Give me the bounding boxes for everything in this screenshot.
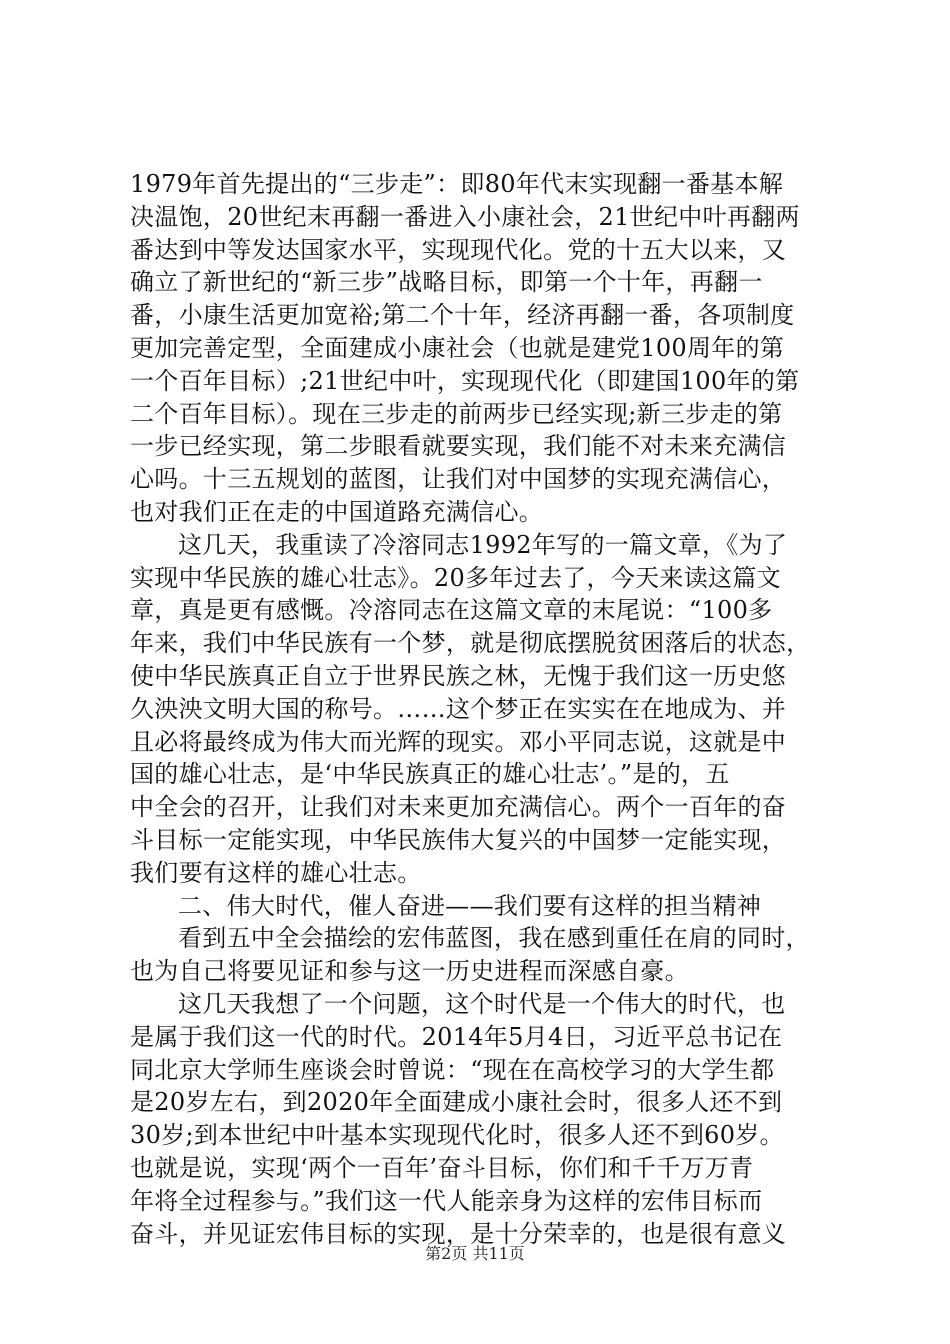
text-line: 二、伟大时代，催人奋进——我们要有这样的担当精神 bbox=[178, 891, 762, 920]
document-body bbox=[130, 168, 830, 1250]
text-line: 一个百年目标）;21世纪中叶，实现现代化（即建国100年的第 bbox=[130, 366, 800, 395]
text-line: 也为自己将要见证和参与这一历史进程而深感自豪。 bbox=[130, 957, 689, 986]
text-line: 这几天我想了一个问题，这个时代是一个伟大的时代，也 bbox=[178, 989, 786, 1018]
text-line: 奋斗，并见证宏伟目标的实现，是十分荣幸的，也是很有意义 bbox=[130, 1219, 787, 1248]
text-line: 章，真是更有感慨。冷溶同志在这篇文章的末尾说：“100多 bbox=[130, 596, 773, 625]
text-line: 是20岁左右，到2020年全面建成小康社会时，很多人还不到 bbox=[130, 1088, 783, 1117]
text-line: 番，小康生活更加宽裕;第二个十年，经济再翻一番，各项制度 bbox=[130, 301, 795, 330]
text-line: 30岁;到本世纪中叶基本实现现代化时，很多人还不到60岁。 bbox=[130, 1121, 784, 1150]
text-line: 也就是说，实现‘两个一百年’奋斗目标，你们和千千万万青 bbox=[130, 1153, 754, 1182]
text-line: 决温饱，20世纪末再翻一番进入小康社会，21世纪中叶再翻两 bbox=[130, 202, 800, 231]
text-line: 番达到中等发达国家水平，实现现代化。党的十五大以来，又 bbox=[130, 235, 787, 264]
text-line: 心吗。十三五规划的蓝图，让我们对中国梦的实现充满信心， bbox=[130, 465, 787, 494]
text-line: 年将全过程参与。”我们这一代人能亲身为这样的宏伟目标而 bbox=[130, 1186, 763, 1215]
text-line: 同北京大学师生座谈会时曾说：“现在在高校学习的大学生都 bbox=[130, 1055, 775, 1084]
text-line: 实现中华民族的雄心壮志》。20多年过去了，今天来读这篇文 bbox=[130, 563, 781, 592]
text-line: 看到五中全会描绘的宏伟蓝图，我在感到重任在肩的同时， bbox=[178, 924, 810, 953]
text-line: 确立了新世纪的“新三步”战略目标，即第一个十年，再翻一 bbox=[130, 268, 763, 297]
text-line: 年来，我们中华民族有一个梦，就是彻底摆脱贫困落后的状态， bbox=[130, 629, 811, 658]
text-line: 这几天，我重读了冷溶同志1992年写的一篇文章，《为了 bbox=[178, 530, 788, 559]
text-line: 中全会的召开，让我们对未来更加充满信心。两个一百年的奋 bbox=[130, 793, 787, 822]
text-line: 是属于我们这一代的时代。2014年5月4日，习近平总书记在 bbox=[130, 1022, 783, 1051]
text-line: 且必将最终成为伟大而光辉的现实。邓小平同志说，这就是中 bbox=[130, 727, 787, 756]
page-number-footer: 第2页 共11页 bbox=[425, 1244, 525, 1263]
text-line: 更加完善定型，全面建成小康社会（也就是建党100周年的第 bbox=[130, 333, 785, 362]
text-line: 久泱泱文明大国的称号。……这个梦正在实实在在地成为、并 bbox=[130, 694, 787, 723]
text-line: 二个百年目标）。现在三步走的前两步已经实现;新三步走的第 bbox=[130, 399, 783, 428]
text-line: 使中华民族真正自立于世界民族之林，无愧于我们这一历史悠 bbox=[130, 661, 787, 690]
text-line: 一步已经实现，第二步眼看就要实现，我们能不对未来充满信 bbox=[130, 432, 787, 461]
text-line: 斗目标一定能实现，中华民族伟大复兴的中国梦一定能实现， bbox=[130, 825, 787, 854]
text-line: 也对我们正在走的中国道路充满信心。 bbox=[130, 497, 544, 526]
text-line: 1979年首先提出的“三步走”：即80年代末实现翻一番基本解 bbox=[130, 170, 784, 198]
text-line: 国的雄心壮志，是‘中华民族真正的雄心壮志’。”是的，五 bbox=[130, 760, 730, 789]
text-line: 我们要有这样的雄心壮志。 bbox=[130, 858, 422, 887]
